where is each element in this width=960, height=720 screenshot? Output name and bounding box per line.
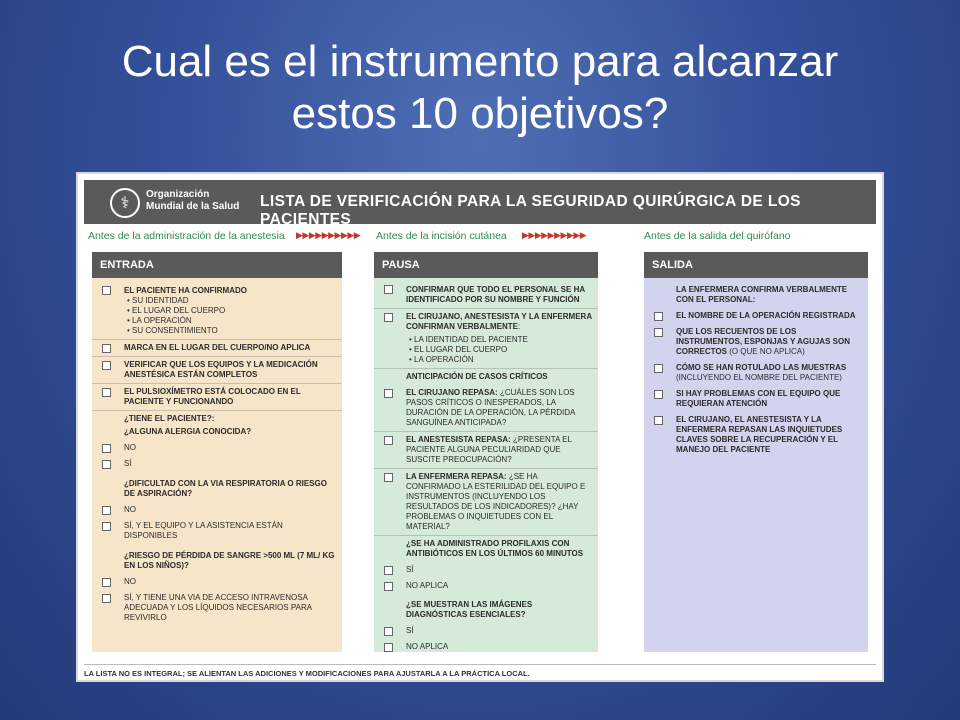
checklist-item: [92, 278, 342, 340]
checkbox[interactable]: [102, 594, 111, 603]
option-text: SÍ: [406, 626, 414, 635]
pausa-header: PAUSA: [374, 252, 598, 278]
option-text: NO APLICA: [406, 642, 449, 651]
questions-heading: ¿TIENE EL PACIENTE?:: [124, 414, 215, 423]
item-note: (INCLUYENDO EL NOMBRE DEL PACIENTE): [676, 373, 842, 382]
item-text: QUE LOS RECUENTOS DE LOS INSTRUMENTOS, ESPONJAS Y AGUJAS SON CORRECTOS: [676, 327, 850, 356]
checkbox[interactable]: [102, 344, 111, 353]
checklist-item: [92, 357, 342, 384]
bullet: • EL LUGAR DEL CUERPO: [127, 306, 226, 315]
checkbox[interactable]: [384, 566, 393, 575]
checklist-item: [374, 432, 598, 469]
item-text: VERIFICAR QUE LOS EQUIPOS Y LA MEDICACIÓN ANESTÉSICA ESTÁN COMPLETOS: [124, 360, 318, 379]
option: [92, 518, 342, 544]
bullet: • SU CONSENTIMIENTO: [127, 326, 218, 335]
phase-2-label: Antes de la incisión cutánea: [376, 230, 507, 242]
question-block: [374, 597, 598, 623]
checkbox[interactable]: [102, 286, 111, 295]
option-text: NO: [124, 505, 136, 514]
checkbox[interactable]: [384, 643, 393, 652]
checkbox[interactable]: [384, 436, 393, 445]
item-text: ¿SE HA CONFIRMADO LA ESTERILIDAD DEL EQUIPO E INSTRUMENTOS (INCLUYENDO LOS RESULTADOS DE LOS INDICADORES)? ¿HAY PROBLEMAS O INQUIETUDES CON EL MATERIAL?: [406, 472, 586, 531]
question-block: [92, 476, 342, 502]
option-text: SÍ, Y EL EQUIPO Y LA ASISTENCIA ESTÁN DISPONIBLES: [124, 521, 283, 540]
item-text: ¿CUÁLES SON LOS PASOS CRÍTICOS O INESPERADOS, LA DURACIÓN DE LA OPERACIÓN, LA PÉRDIDA SANGUÍNEA ANTICIPADA?: [406, 388, 575, 427]
checkbox[interactable]: [384, 285, 393, 294]
question: ¿SE MUESTRAN LAS IMÁGENES DIAGNÓSTICAS ESENCIALES?: [406, 600, 533, 619]
phase-3-label: Antes de la salida del quirófano: [644, 230, 791, 242]
option: [374, 639, 598, 652]
organization-name: Organización Mundial de la Salud: [146, 189, 240, 212]
item-lead: EL CIRUJANO REPASA:: [406, 388, 498, 397]
bullet: • LA OPERACIÓN: [409, 355, 474, 364]
option: [374, 562, 598, 578]
option: [92, 574, 342, 590]
checkbox[interactable]: [102, 522, 111, 531]
pausa-column: [374, 252, 598, 652]
item-lead: EL ANESTESISTA REPASA:: [406, 435, 511, 444]
option: [92, 440, 342, 456]
anticipation-heading: ANTICIPACIÓN DE CASOS CRÍTICOS: [406, 372, 548, 381]
who-logo-icon: ⚕: [110, 188, 140, 218]
checkbox[interactable]: [384, 627, 393, 636]
checkbox[interactable]: [654, 328, 663, 337]
checklist-item: [374, 309, 598, 369]
checkbox[interactable]: [384, 582, 393, 591]
option-text: NO: [124, 443, 136, 452]
item-text: EL PACIENTE HA CONFIRMADO: [124, 286, 247, 295]
checklist-item: [644, 386, 868, 412]
salida-body: [644, 278, 868, 652]
checkbox[interactable]: [384, 473, 393, 482]
option: [374, 623, 598, 639]
questions-section: [92, 411, 342, 440]
checkbox[interactable]: [102, 388, 111, 397]
bullet: • LA OPERACIÓN: [127, 316, 192, 325]
entrada-header: ENTRADA: [92, 252, 342, 278]
question-block: [374, 536, 598, 562]
checklist-item: [374, 469, 598, 536]
checklist-item: [374, 385, 598, 432]
option-text: NO: [124, 577, 136, 586]
entrada-body: [92, 278, 342, 652]
option: [92, 456, 342, 472]
checklist-document: [76, 172, 884, 682]
option-text: NO APLICA: [406, 581, 449, 590]
section-intro: [644, 278, 868, 308]
checkbox[interactable]: [384, 313, 393, 322]
checklist-item: [644, 360, 868, 386]
item-note: (O QUE NO APLICA): [726, 347, 805, 356]
arrow-right-icon: ▶▶▶▶▶▶▶▶▶▶: [522, 230, 587, 240]
question: ¿SE HA ADMINISTRADO PROFILAXIS CON ANTIBIÓTICOS EN LOS ÚLTIMOS 60 MINUTOS: [406, 539, 584, 558]
salida-header: SALIDA: [644, 252, 868, 278]
phase-bar: [84, 228, 876, 244]
question: ¿ALGUNA ALERGIA CONOCIDA?: [124, 427, 252, 436]
pausa-body: [374, 278, 598, 652]
item-text: EL PULSIOXÍMETRO ESTÁ COLOCADO EN EL PACIENTE Y FUNCIONANDO: [124, 387, 301, 406]
section-heading: [374, 369, 598, 385]
item-text: CONFIRMAR QUE TODO EL PERSONAL SE HA IDENTIFICADO POR SU NOMBRE Y FUNCIÓN: [406, 285, 585, 304]
bullet: • EL LUGAR DEL CUERPO: [409, 345, 508, 354]
slide-title: [0, 36, 960, 140]
item-text: EL NOMBRE DE LA OPERACIÓN REGISTRADA: [676, 311, 856, 320]
checkbox[interactable]: [102, 506, 111, 515]
question: ¿DIFICULTAD CON LA VIA RESPIRATORIA O RIESGO DE ASPIRACIÓN?: [124, 479, 327, 498]
item-text: ¿PRESENTA EL PACIENTE ALGUNA PECULIARIDAD QUE SUSCITE PREOCUPACIÓN?: [406, 435, 572, 464]
item-text: EL CIRUJANO, ANESTESISTA Y LA ENFERMERA CONFIRMAN VERBALMENTE: [406, 312, 592, 331]
bullet: • SU IDENTIDAD: [127, 296, 189, 305]
item-colon: :: [518, 322, 521, 331]
checkbox[interactable]: [102, 578, 111, 587]
document-title: LISTA DE VERIFICACIÓN PARA LA SEGURIDAD QUIRÚRGICA DE LOS PACIENTES: [260, 193, 801, 228]
checkbox[interactable]: [654, 416, 663, 425]
entrada-column: [92, 252, 342, 652]
phase-1-label: Antes de la administración de la anestesia: [88, 230, 285, 242]
item-text: SI HAY PROBLEMAS CON EL EQUIPO QUE REQUIERAN ATENCIÓN: [676, 389, 841, 408]
intro-text: LA ENFERMERA CONFIRMA VERBALMENTE CON EL PERSONAL:: [676, 285, 848, 304]
bullet: • LA IDENTIDAD DEL PACIENTE: [409, 335, 528, 344]
checkbox[interactable]: [654, 312, 663, 321]
checklist-item: [644, 324, 868, 360]
option: [374, 578, 598, 594]
item-text: EL CIRUJANO, EL ANESTESISTA Y LA ENFERMERA REPASAN LAS INQUIETUDES CLAVES SOBRE LA RECUPERACIÓN Y EL MANEJO DEL PACIENTE: [676, 415, 843, 454]
document-header: [84, 180, 876, 228]
checklist-item: [92, 384, 342, 411]
slide-title-line-2: estos 10 objetivos?: [291, 89, 669, 138]
question: ¿RIESGO DE PÉRDIDA DE SANGRE >500 ML (7 ML/ KG EN LOS NIÑOS)?: [124, 551, 335, 570]
item-lead: LA ENFERMERA REPASA:: [406, 472, 507, 481]
checklist-item: [92, 340, 342, 357]
option-text: SÍ: [124, 459, 132, 468]
option-text: SÍ: [406, 565, 414, 574]
checklist-item: [644, 308, 868, 324]
checkbox[interactable]: [384, 389, 393, 398]
checkbox[interactable]: [102, 460, 111, 469]
checkbox[interactable]: [102, 444, 111, 453]
option-text: SÍ, Y TIENE UNA VIA DE ACCESO INTRAVENOSA ADECUADA Y LOS LÍQUIDOS NECESARIOS PARA REVIVIRLO: [124, 593, 312, 622]
option: [92, 502, 342, 518]
checkbox[interactable]: [654, 390, 663, 399]
item-text: MARCA EN EL LUGAR DEL CUERPO/NO APLICA: [124, 343, 311, 352]
question-block: [92, 548, 342, 574]
checklist-item: [374, 278, 598, 309]
document-footer: LA LISTA NO ES INTEGRAL; SE ALIENTAN LAS ADICIONES Y MODIFICACIONES PARA AJUSTARLA A LA PRÁCTICA LOCAL.: [84, 664, 876, 678]
checkbox[interactable]: [102, 361, 111, 370]
slide-title-line-1: Cual es el instrumento para alcanzar: [121, 37, 839, 86]
option: [92, 590, 342, 626]
checkbox[interactable]: [654, 364, 663, 373]
item-text: CÓMO SE HAN ROTULADO LAS MUESTRAS: [676, 363, 847, 372]
arrow-right-icon: ▶▶▶▶▶▶▶▶▶▶: [296, 230, 361, 240]
salida-column: [644, 252, 868, 652]
checklist-item: [644, 412, 868, 458]
